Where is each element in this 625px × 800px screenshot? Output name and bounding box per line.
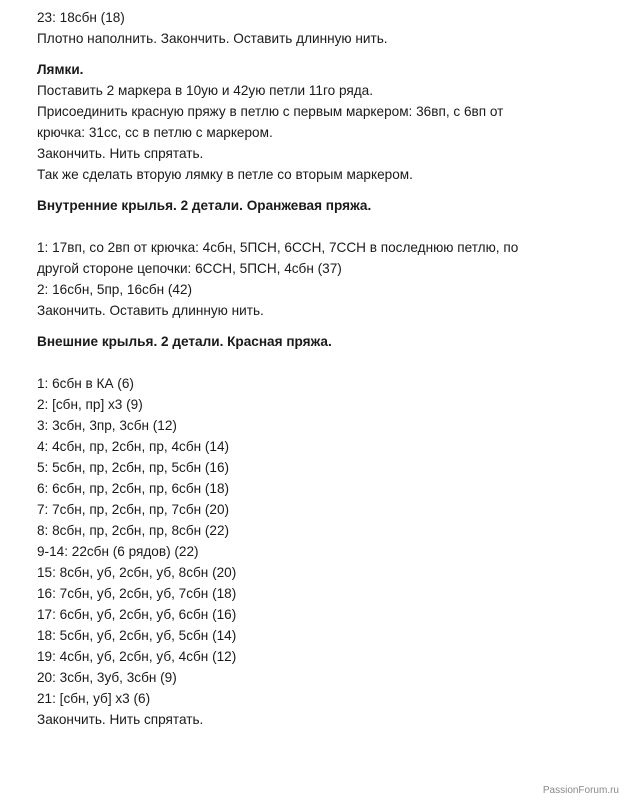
outer-wings-row: 18: 5сбн, уб, 2сбн, уб, 5сбн (14) (37, 628, 237, 643)
inner-wings-line: 1: 17вп, со 2вп от крючка: 4сбн, 5ПСН, 6ССН, 7ССН в последнюю петлю, по (37, 240, 519, 255)
straps-line: Так же сделать вторую лямку в петле со вторым маркером. (37, 167, 413, 182)
outer-wings-row: 17: 6сбн, уб, 2сбн, уб, 6сбн (16) (37, 607, 237, 622)
inner-wings-heading: Внутренние крылья. 2 детали. Оранжевая пряжа. (37, 198, 372, 213)
outer-wings-row: 8: 8сбн, пр, 2сбн, пр, 8сбн (22) (37, 523, 230, 538)
finish-instruction: Плотно наполнить. Закончить. Оставить длинную нить. (37, 31, 388, 46)
watermark: PassionForum.ru (542, 785, 619, 796)
inner-wings-line: другой стороне цепочки: 6ССН, 5ПСН, 4сбн (37) (37, 261, 342, 276)
inner-wings-line: 2: 16сбн, 5пр, 16сбн (42) (37, 282, 193, 297)
outer-wings-row: 15: 8сбн, уб, 2сбн, уб, 8сбн (20) (37, 565, 237, 580)
outer-wings-row: 19: 4сбн, уб, 2сбн, уб, 4сбн (12) (37, 649, 237, 664)
straps-line: Присоединить красную пряжу в петлю с первым маркером: 36вп, с 6вп от (37, 104, 504, 119)
outer-wings-row: 16: 7сбн, уб, 2сбн, уб, 7сбн (18) (37, 586, 237, 601)
straps-heading: Лямки. (37, 62, 84, 77)
outer-wings-row: 1: 6сбн в КА (6) (37, 376, 134, 391)
outer-wings-row: 7: 7сбн, пр, 2сбн, пр, 7сбн (20) (37, 502, 230, 517)
outer-wings-row: 9-14: 22сбн (6 рядов) (22) (37, 544, 199, 559)
outer-wings-row: 6: 6сбн, пр, 2сбн, пр, 6сбн (18) (37, 481, 230, 496)
straps-line: Закончить. Нить спрятать. (37, 146, 204, 161)
outer-wings-finish: Закончить. Нить спрятать. (37, 712, 204, 727)
row-23: 23: 18сбн (18) (37, 10, 125, 25)
outer-wings-row: 2: [сбн, пр] х3 (9) (37, 397, 143, 412)
outer-wings-row: 21: [сбн, уб] х3 (6) (37, 691, 151, 706)
outer-wings-row: 5: 5сбн, пр, 2сбн, пр, 5сбн (16) (37, 460, 230, 475)
outer-wings-row: 20: 3сбн, 3уб, 3сбн (9) (37, 670, 177, 685)
straps-line: крючка: 31сс, сс в петлю с маркером. (37, 125, 273, 140)
straps-line: Поставить 2 маркера в 10ую и 42ую петли 11го ряда. (37, 83, 374, 98)
outer-wings-heading: Внешние крылья. 2 детали. Красная пряжа. (37, 334, 332, 349)
inner-wings-line: Закончить. Оставить длинную нить. (37, 303, 264, 318)
outer-wings-row: 4: 4сбн, пр, 2сбн, пр, 4сбн (14) (37, 439, 230, 454)
outer-wings-row: 3: 3сбн, 3пр, 3сбн (12) (37, 418, 177, 433)
